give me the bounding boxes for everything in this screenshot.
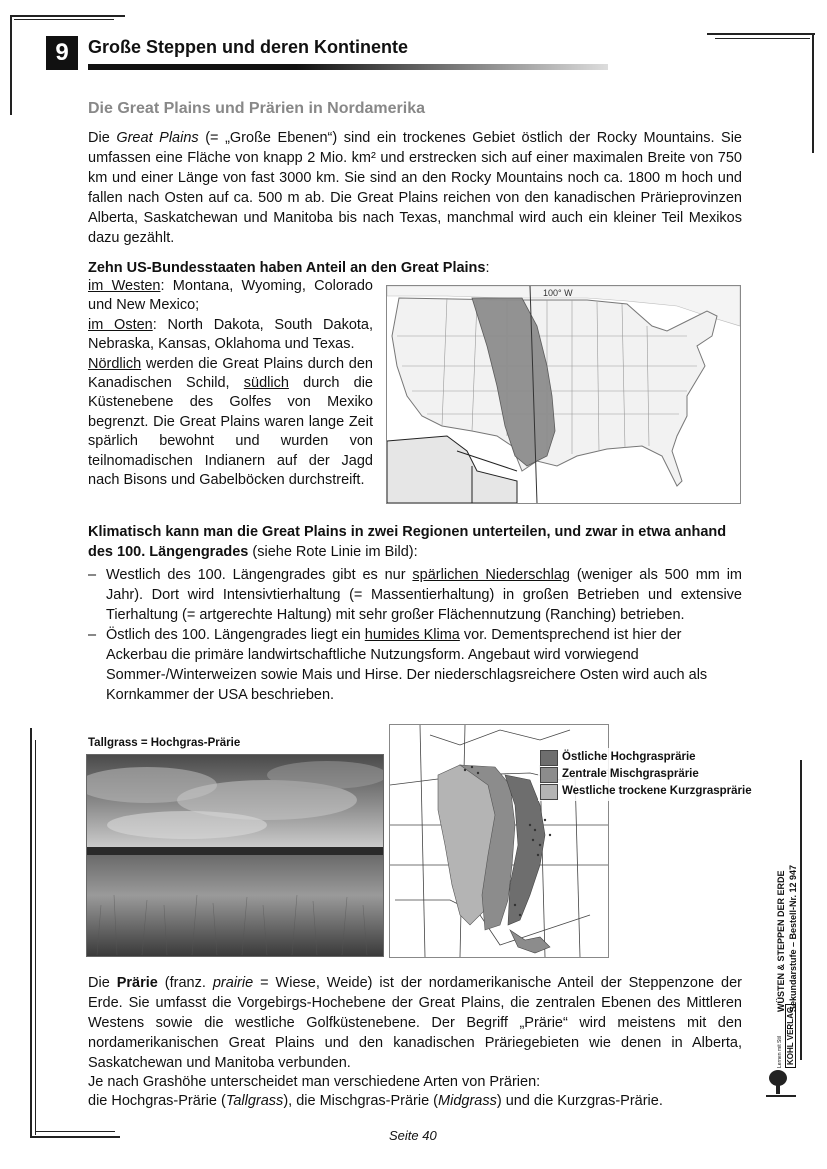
east-climate-text: Östlich des 100. Längengrades liegt ein xyxy=(106,627,365,643)
north-text: werden die Great Plains durch den Kanadischen Schild, xyxy=(88,355,373,392)
prairie-legend xyxy=(538,748,754,801)
frame-top-right-h xyxy=(707,33,815,35)
book-title-vertical: WÜSTEN & STEPPEN DER ERDE xyxy=(776,870,786,1012)
east-climate-underlined: humides Klima xyxy=(364,627,460,643)
west-text: : Montana, Wyoming, Colorado und New Mexico; xyxy=(88,278,373,314)
east-text: : North Dakota, South Dakota, Nebraska, Kansas, Oklahoma und Texas. xyxy=(88,316,374,353)
book-info-vertical: Sekundarstufe – Bestell-Nr. 12 947 xyxy=(788,864,798,1012)
frame-mid-left-v xyxy=(30,728,32,1138)
chapter-title: Große Steppen und deren Kontinente xyxy=(88,37,409,57)
climate-item-east xyxy=(88,625,742,705)
legend-swatch-east xyxy=(540,750,558,766)
frame-top-left-h xyxy=(10,15,125,17)
south-label: südlich xyxy=(243,375,289,392)
west-label: im Westen xyxy=(88,278,161,294)
west-climate-text-rest: (weniger als 500 mm im Jahr). Dort wird Intensivtierhaltung (= Massentierhaltung) in großen Betrieben und extensive Tierhaltung (= artgerechte Haltung) mit sehr großer Flächennutzung (Ranching) betrieben. xyxy=(106,567,743,623)
prairie-types-line1: Je nach Grashöhe unterscheidet man verschiedene Arten von Prärien: xyxy=(88,1074,541,1090)
list-dash: – xyxy=(88,567,97,583)
types-text-mid: ), die Mischgras-Prärie ( xyxy=(283,1093,439,1109)
great-plains-map xyxy=(386,285,741,504)
legend-item-central xyxy=(540,766,752,783)
frame-top-right-v xyxy=(812,33,814,153)
tallgrass-term: Tallgrass xyxy=(225,1093,284,1109)
prairie-text: Die xyxy=(88,975,117,991)
east-label: im Osten xyxy=(88,316,153,333)
types-text-rest: ) und die Kurzgras-Prärie. xyxy=(496,1093,663,1109)
prairie-paragraph xyxy=(88,973,742,1073)
legend-swatch-west xyxy=(540,784,558,800)
intro-paragraph xyxy=(88,128,742,248)
climate-item-west xyxy=(88,565,742,625)
legend-label-east: Östliche Hochgrasprärie xyxy=(562,751,696,763)
publisher-tag-vertical: Lernen mit Stil xyxy=(777,1036,783,1068)
publisher-logo-icon xyxy=(764,1068,798,1098)
prairie-types-line2 xyxy=(88,1091,742,1111)
legend-label-central: Zentrale Mischgrasprärie xyxy=(562,768,699,780)
climate-heading-rest: (siehe Rote Linie im Bild): xyxy=(248,544,418,560)
tallgrass-photo xyxy=(86,754,384,957)
frame-right-v xyxy=(800,760,802,1060)
chapter-number: 9 xyxy=(46,36,78,70)
frame-top-right-h2 xyxy=(715,38,810,39)
legend-swatch-central xyxy=(540,767,558,783)
meridian-label: 100° W xyxy=(543,288,573,298)
north-label: Nördlich xyxy=(88,355,142,372)
states-paragraph xyxy=(88,277,373,490)
types-text: die Hochgras-Prärie ( xyxy=(88,1093,226,1109)
section-heading: Die Great Plains und Prärien in Nordamerika xyxy=(88,100,425,117)
title-underline-bar xyxy=(88,64,608,70)
page-number: Seite 40 xyxy=(389,1128,437,1143)
us-map-graphic xyxy=(387,286,740,503)
west-climate-underlined: spärlichen Niederschlag xyxy=(412,567,570,583)
legend-item-east xyxy=(540,749,752,766)
climate-heading xyxy=(88,522,742,562)
states-heading-colon: : xyxy=(485,260,490,276)
south-text: durch die Küstenebene des Golfes von Mexiko begrenzt. Die Great Plains waren lange Zeit spärlich bewohnt und wurden von teilnomadischen Indianern auf der Jagd nach Bisons und Gabelböcken durchstreift. xyxy=(88,375,373,489)
frame-mid-left-v2 xyxy=(35,740,36,1135)
intro-italic-term: Great Plains xyxy=(116,130,199,146)
frame-top-left-h2 xyxy=(14,19,114,20)
frame-bottom-left-h xyxy=(30,1136,120,1138)
climate-heading-bold: Klimatisch kann man die Great Plains in zwei Regionen unterteilen, und zwar in etwa anhand des 100. Längengrades xyxy=(88,524,727,560)
intro-text: Die xyxy=(88,130,117,146)
frame-bottom-left-h2 xyxy=(35,1131,115,1132)
prairie-text-mid: (franz. xyxy=(157,975,213,991)
frame-top-left-v xyxy=(10,15,12,115)
midgrass-term: Midgrass xyxy=(438,1093,497,1109)
legend-item-west xyxy=(540,783,752,800)
prairie-term: Prärie xyxy=(116,975,158,991)
prairie-text-rest: = Wiese, Weide) ist der nordamerikanische Anteil der Steppenzone der Erde. Sie umfasst die Vorgebirgs-Hochebene der Great Plains, die zentralen Ebenen des Mittleren Westens sowie die westliche Golfküstenebene. Der Begriff „Prärie“ wird meistens mit den nordamerikanischen Great Plains und den kanadischen Präriegebieten wie denen in Alberta, Saskatchewan und Manitoba verbunden. xyxy=(88,975,742,1071)
states-heading xyxy=(88,258,742,278)
east-climate-text-rest: vor. Dementsprechend ist hier der Ackerbau die primäre landwirtschaftliche Nutzungsform. Angebaut wird vorwiegend Sommer-/Winterweizen sowie Mais und Hirse. Der niederschlagsreichere Osten wird auch als Kornkammer der USA beschrieben. xyxy=(106,627,708,703)
prairie-french-term: prairie xyxy=(212,975,254,991)
legend-label-west: Westliche trockene Kurzgrasprärie xyxy=(562,785,752,797)
climate-list xyxy=(88,565,742,705)
list-dash: – xyxy=(88,627,97,643)
publisher-name-vertical: KOHL VERLAG xyxy=(785,1004,796,1068)
states-heading-text: Zehn US-Bundesstaaten haben Anteil an den Great Plains xyxy=(88,260,486,276)
prairie-landscape-graphic xyxy=(87,755,383,956)
west-climate-text: Westlich des 100. Längengrades gibt es nur xyxy=(106,567,413,583)
photo-caption: Tallgrass = Hochgras-Prärie xyxy=(88,737,241,749)
intro-text-rest: (= „Große Ebenen“) sind ein trockenes Gebiet östlich der Rocky Mountains. Sie umfassen eine Fläche von knapp 2 Mio. km² und erstrecken sich auf einer maximalen Breite von 750 km und einer Länge von fast 3000 km. Sie sind an den Rocky Mountains noch ca. 1800 m hoch und fallen nach Osten auf ca. 500 m ab. Die Great Plains reichen von den kanadischen Prärieprovinzen Alberta, Saskatchewan und Manitoba bis nach Texas, manchmal wird auch ein kleiner Teil Mexikos dazu gezählt. xyxy=(88,130,742,246)
